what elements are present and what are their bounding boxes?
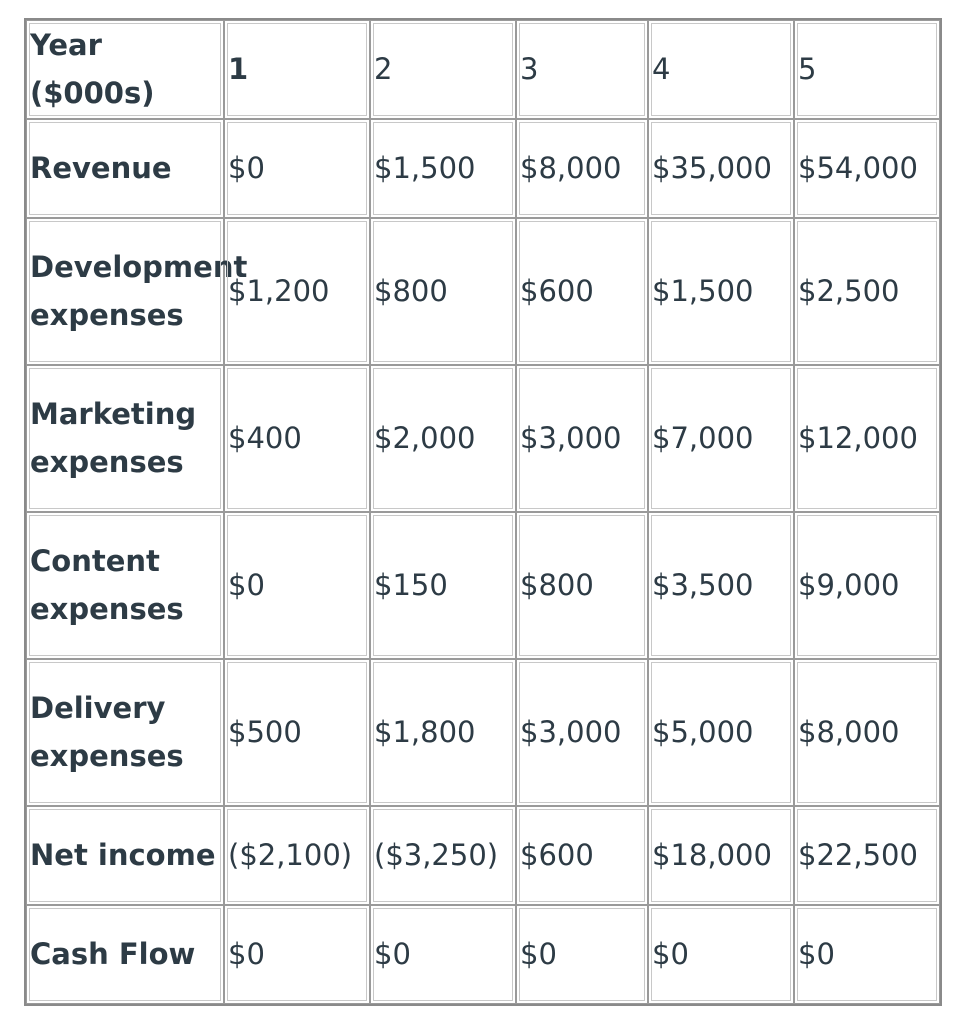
financial-table-container bbox=[24, 18, 942, 1006]
table-cell: $1,500 bbox=[648, 218, 794, 365]
table-cell: $600 bbox=[516, 218, 648, 365]
table-cell: $0 bbox=[794, 905, 940, 1004]
table-cell: $600 bbox=[516, 806, 648, 905]
year-header-cell: 4 bbox=[648, 20, 794, 119]
row-label: Net income bbox=[26, 806, 224, 905]
table-cell: $54,000 bbox=[794, 119, 940, 218]
table-cell: $3,000 bbox=[516, 365, 648, 512]
row-label: Development expenses bbox=[26, 218, 224, 365]
table-row-cash-flow bbox=[26, 905, 940, 1004]
table-cell: ($2,100) bbox=[224, 806, 370, 905]
table-cell: ($3,250) bbox=[370, 806, 516, 905]
table-header-row bbox=[26, 20, 940, 119]
table-cell: $35,000 bbox=[648, 119, 794, 218]
table-cell: $0 bbox=[224, 905, 370, 1004]
table-row-delivery-expenses bbox=[26, 659, 940, 806]
table-cell: $5,000 bbox=[648, 659, 794, 806]
table-cell: $0 bbox=[224, 512, 370, 659]
table-cell: $3,500 bbox=[648, 512, 794, 659]
table-cell: $500 bbox=[224, 659, 370, 806]
financial-projection-table bbox=[24, 18, 942, 1006]
table-cell: $18,000 bbox=[648, 806, 794, 905]
table-cell: $3,000 bbox=[516, 659, 648, 806]
table-row-content-expenses bbox=[26, 512, 940, 659]
table-cell: $150 bbox=[370, 512, 516, 659]
table-row-revenue bbox=[26, 119, 940, 218]
row-label: Marketing expenses bbox=[26, 365, 224, 512]
year-header-cell: 3 bbox=[516, 20, 648, 119]
table-cell: $800 bbox=[370, 218, 516, 365]
table-row-marketing-expenses bbox=[26, 365, 940, 512]
table-cell: $0 bbox=[648, 905, 794, 1004]
table-cell: $7,000 bbox=[648, 365, 794, 512]
table-cell: $1,200 bbox=[224, 218, 370, 365]
year-header-label: Year ($000s) bbox=[26, 20, 224, 119]
table-cell: $0 bbox=[224, 119, 370, 218]
year-header-cell: 1 bbox=[224, 20, 370, 119]
table-cell: $1,500 bbox=[370, 119, 516, 218]
table-cell: $22,500 bbox=[794, 806, 940, 905]
table-cell: $8,000 bbox=[794, 659, 940, 806]
table-cell: $800 bbox=[516, 512, 648, 659]
table-cell: $0 bbox=[516, 905, 648, 1004]
row-label: Delivery expenses bbox=[26, 659, 224, 806]
table-cell: $2,000 bbox=[370, 365, 516, 512]
table-cell: $2,500 bbox=[794, 218, 940, 365]
year-header-cell: 2 bbox=[370, 20, 516, 119]
table-cell: $8,000 bbox=[516, 119, 648, 218]
table-cell: $12,000 bbox=[794, 365, 940, 512]
table-cell: $400 bbox=[224, 365, 370, 512]
row-label: Revenue bbox=[26, 119, 224, 218]
table-row-development-expenses bbox=[26, 218, 940, 365]
year-header-cell: 5 bbox=[794, 20, 940, 119]
row-label: Content expenses bbox=[26, 512, 224, 659]
row-label: Cash Flow bbox=[26, 905, 224, 1004]
table-row-net-income bbox=[26, 806, 940, 905]
table-cell: $9,000 bbox=[794, 512, 940, 659]
table-cell: $0 bbox=[370, 905, 516, 1004]
table-cell: $1,800 bbox=[370, 659, 516, 806]
